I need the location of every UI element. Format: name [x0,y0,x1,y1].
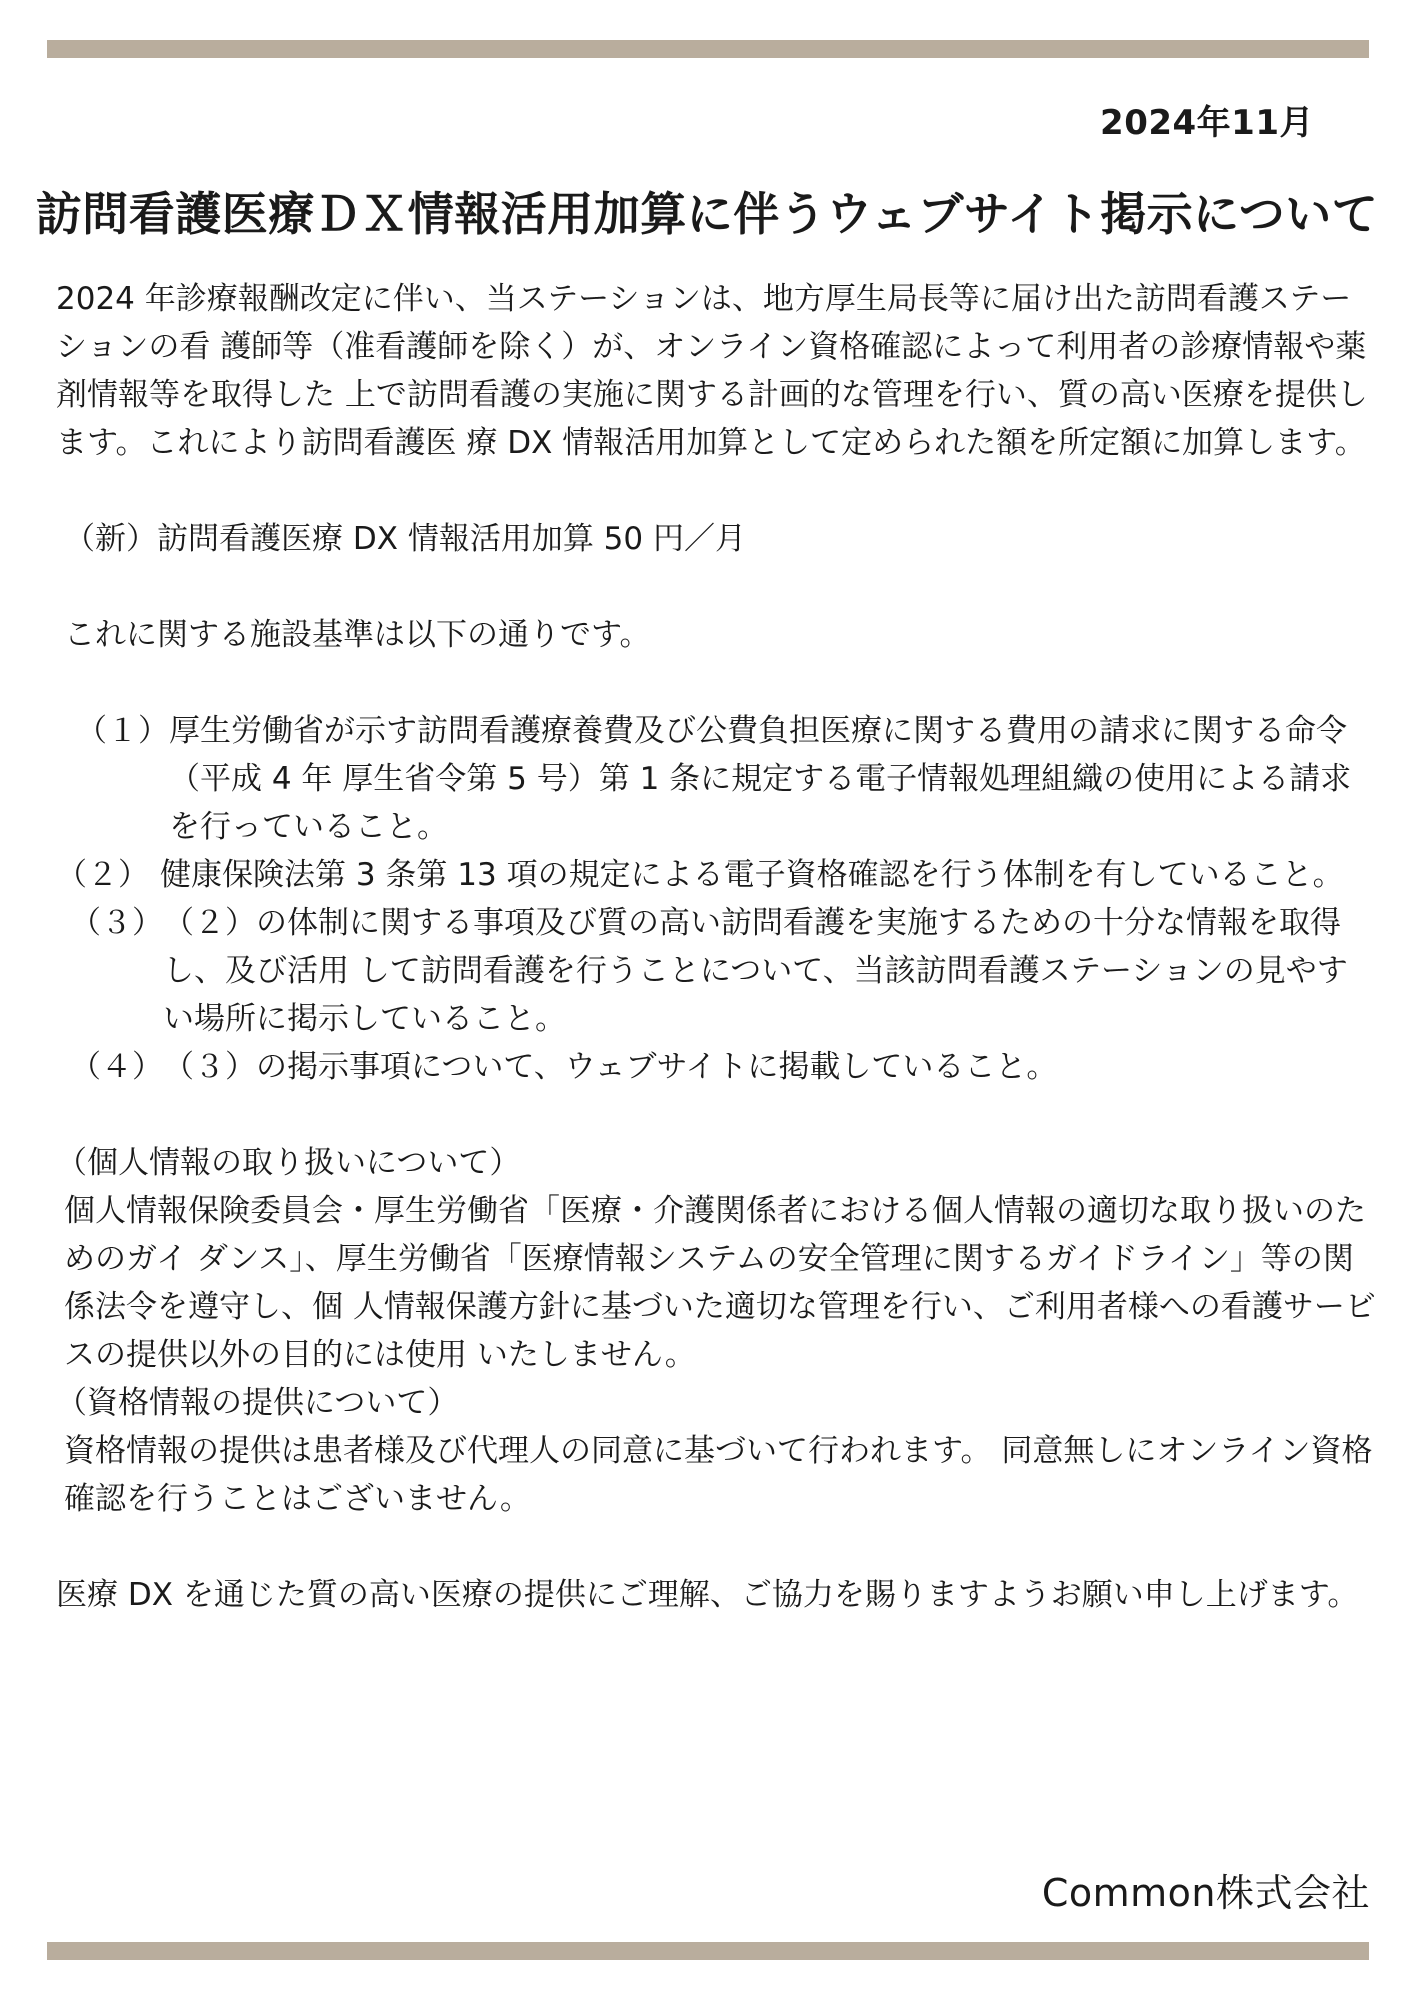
company-name: Common株式会社 [1041,1871,1370,1915]
qualification-heading: （資格情報の提供について） [56,1385,459,1421]
criteria-item [56,1043,1376,1091]
criteria-item [56,851,1376,899]
qualification-text: 資格情報の提供は患者様及び代理人の同意に基づいて行われます。 同意無しにオンライン資格確認を行うことはございません。 [64,1433,1373,1517]
criteria-item-text: 厚生労働省が示す訪問看護療養費及び公費負担医療に関する費用の請求に関する命令（平成 4 年 厚生省令第 5 号）第 1 条に規定する電子情報処理組織の使用による請求を行っていること。 [169,713,1352,845]
criteria-item-number: （１） [76,713,169,749]
criteria-item-number: （２） [56,857,149,893]
fee-line: （新）訪問看護医療 DX 情報活用加算 50 円／月 [64,521,746,557]
criteria-item-text: 健康保険法第 3 条第 13 項の規定による電子資格確認を行う体制を有していること。 [160,857,1344,893]
document-body [56,275,1376,1619]
criteria-item-number: （４） [70,1049,163,1085]
top-decorative-bar [47,40,1369,58]
criteria-item [56,899,1376,1043]
criteria-item-number: （３） [70,905,163,941]
page-title: 訪問看護医療ＤＸ情報活用加算に伴うウェブサイト掲示について [35,187,1379,241]
criteria-item-text: （３）の掲示事項について、ウェブサイトに掲載していること。 [163,1049,1058,1085]
criteria-item-text: （２）の体制に関する事項及び質の高い訪問看護を実施するための十分な情報を取得し、及び活用 して訪問看護を行うことについて、当該訪問看護ステーションの見やすい場所に掲示していること。 [163,905,1348,1037]
bottom-decorative-bar [47,1942,1369,1960]
document-date: 2024年11月 [1100,103,1314,143]
criteria-item [56,707,1376,851]
closing-paragraph: 医療 DX を通じた質の高い医療の提供にご理解、ご協力を賜りますようお願い申し上げます。 [56,1577,1359,1613]
privacy-heading: （個人情報の取り扱いについて） [56,1145,521,1181]
criteria-intro: これに関する施設基準は以下の通りです。 [64,617,651,653]
intro-paragraph: 2024 年診療報酬改定に伴い、当ステーションは、地方厚生局長等に届け出た訪問看護ステーションの看 護師等（准看護師を除く）が、オンライン資格確認によって利用者の診療情報や薬剤情報等を取得した 上で訪問看護の実施に関する計画的な管理を行い、質の高い医療を提供します。これにより訪問看護医 療 DX 情報活用加算として定められた額を所定額に加算します。 [56,281,1368,461]
privacy-text: 個人情報保険委員会・厚生労働省「医療・介護関係者における個人情報の適切な取り扱いのためのガイ ダンス」、厚生労働省「医療情報システムの安全管理に関するガイドライン」等の関係法令を遵守し、個 人情報保護方針に基づいた適切な管理を行い、ご利用者様への看護サービスの提供以外の目的には使用 いたしません。 [64,1193,1376,1373]
